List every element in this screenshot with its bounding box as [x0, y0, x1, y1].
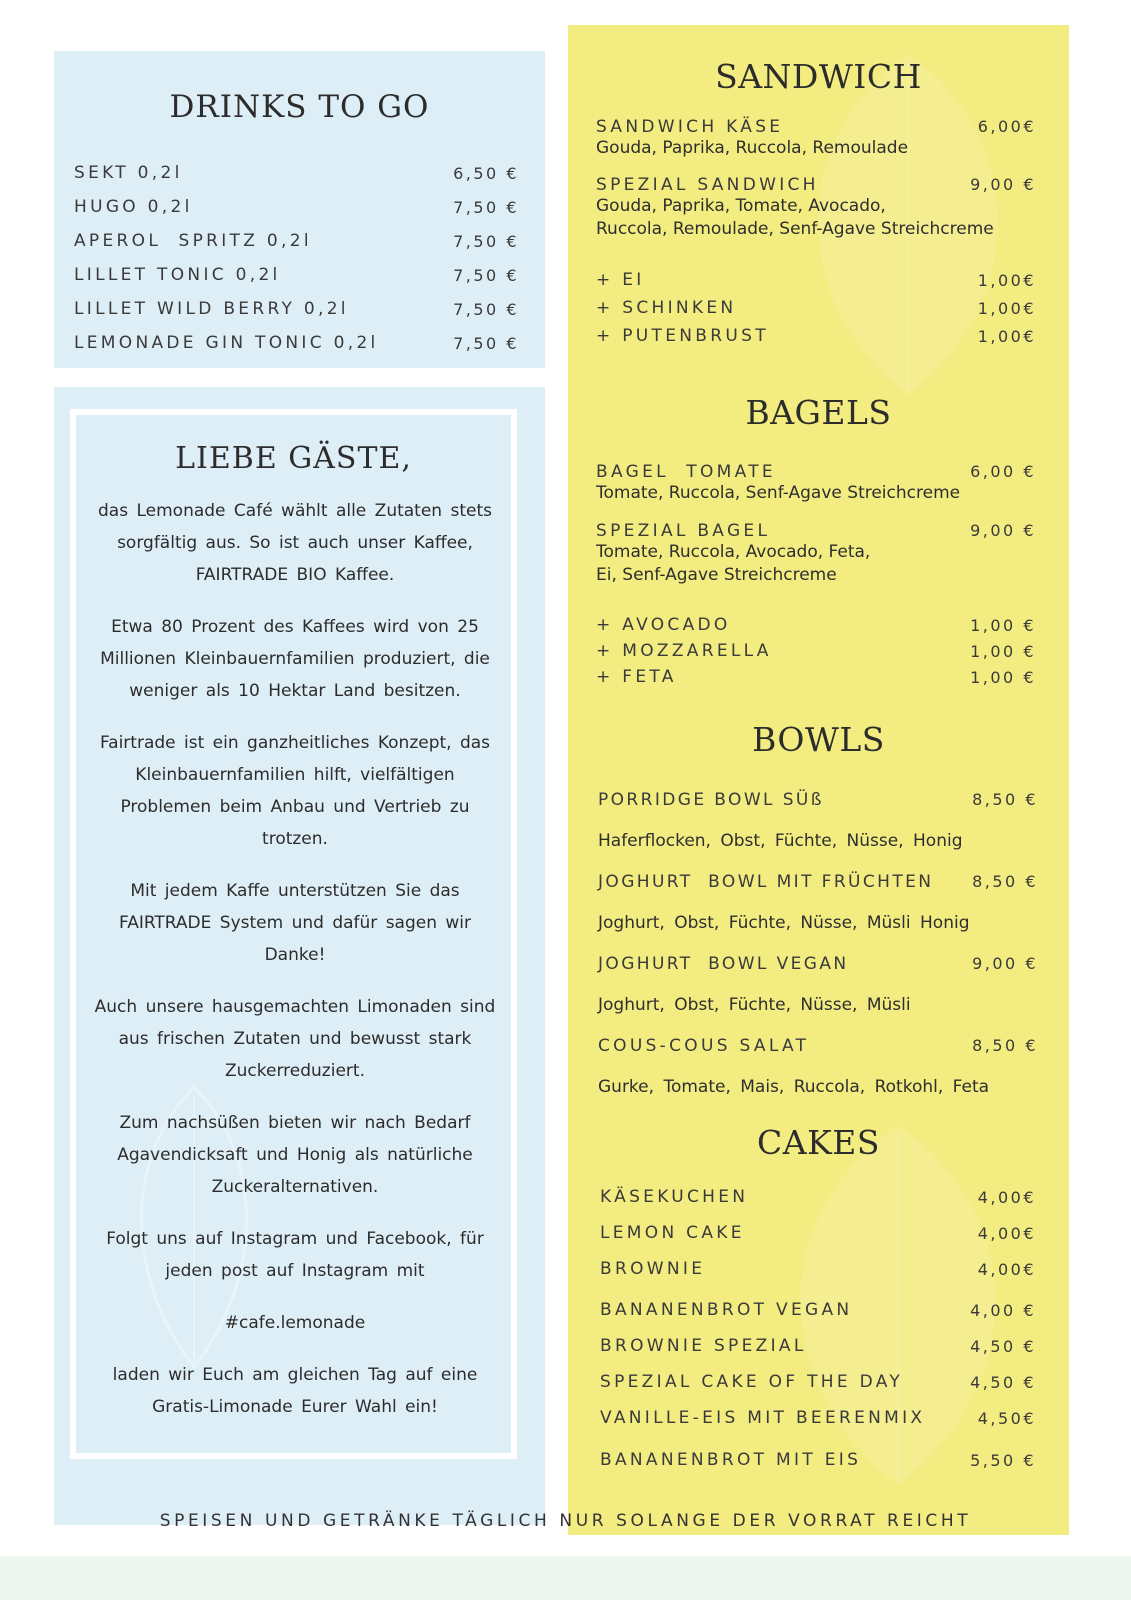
- bagels-title: BAGELS: [745, 393, 892, 432]
- item-name: SPEZIAL BAGEL: [596, 521, 771, 541]
- item-price: 9,00 €: [970, 521, 1036, 540]
- addon-name: + EI: [596, 270, 645, 290]
- bagel-addons: [596, 612, 1036, 690]
- addon-price: 1,00 €: [970, 641, 1036, 661]
- guests-text: [90, 495, 500, 1443]
- item-name: BAGEL TOMATE: [596, 462, 776, 482]
- drink-price: 6,50 €: [453, 163, 519, 183]
- drink-name: HUGO 0,2l: [74, 197, 193, 217]
- bagel-item: [596, 462, 1036, 505]
- item-name: BANANENBROT VEGAN: [600, 1300, 853, 1320]
- addon-name: + SCHINKEN: [596, 298, 737, 318]
- item-name: BROWNIE: [600, 1259, 706, 1279]
- addon-item: [596, 612, 1036, 638]
- item-description: Joghurt, Obst, Füchte, Nüsse, Müsli Honig: [598, 912, 970, 933]
- drink-item: [74, 258, 519, 292]
- guests-paragraph: Etwa 80 Prozent des Kaffees wird von 25 Millionen Kleinbauernfamilien produziert, die weniger als 10 Hektar Land besitzen.: [100, 617, 490, 701]
- guests-paragraph: das Lemonade Café wählt alle Zutaten stets sorgfältig aus. So ist auch unser Kaffee, FAIRTRADE BIO Kaffee.: [98, 501, 492, 585]
- cake-item: [600, 1442, 1036, 1478]
- item-price: 6,00€: [977, 117, 1036, 136]
- item-price: 4,50 €: [970, 1372, 1036, 1392]
- item-price: 9,00 €: [972, 954, 1038, 973]
- item-description: Haferflocken, Obst, Füchte, Nüsse, Honig: [598, 830, 963, 851]
- item-description: Gouda, Paprika, Ruccola, Remoulade: [596, 138, 909, 158]
- guests-paragraph: Mit jedem Kaffe unterstützen Sie das FAIRTRADE System und dafür sagen wir Danke!: [118, 881, 472, 965]
- item-description: Tomate, Ruccola, Avocado, Feta,: [596, 542, 871, 562]
- drink-name: LILLET WILD BERRY 0,2l: [74, 299, 349, 319]
- bowls-title: BOWLS: [752, 720, 885, 759]
- drink-price: 7,50 €: [453, 197, 519, 217]
- cake-item: [600, 1215, 1036, 1251]
- guests-paragraph: Auch unsere hausgemachten Limonaden sind aus frischen Zutaten und bewusst stark Zuckerreduziert.: [94, 997, 496, 1081]
- guests-frame: [70, 409, 517, 1459]
- item-name: BANANENBROT MIT EIS: [600, 1450, 862, 1470]
- item-description: Gouda, Paprika, Tomate, Avocado,: [596, 196, 886, 216]
- drink-name: APEROL SPRITZ 0,2l: [74, 231, 312, 251]
- cakes-list: [600, 1179, 1036, 1478]
- item-name: KÄSEKUCHEN: [600, 1187, 749, 1207]
- guests-paragraph: Zum nachsüßen bieten wir nach Bedarf Agavendicksaft und Honig als natürliche Zuckeralternativen.: [117, 1113, 473, 1197]
- addon-name: + MOZZARELLA: [596, 641, 772, 661]
- drinks-title: DRINKS TO GO: [169, 89, 430, 125]
- addon-price: 1,00 €: [970, 667, 1036, 687]
- bowl-item: [598, 779, 1038, 820]
- guests-paragraph: Fairtrade ist ein ganzheitliches Konzept, das Kleinbauernfamilien hilft, vielfältigen Problemen beim Anbau und Vertrieb zu trotzen.: [99, 733, 491, 849]
- drink-item: [74, 190, 519, 224]
- bowl-description-row: [598, 1066, 1038, 1107]
- bowl-item: [598, 943, 1038, 984]
- bowl-item: [598, 861, 1038, 902]
- item-name: JOGHURT BOWL MIT FRÜCHTEN: [598, 871, 934, 892]
- drink-item: [74, 156, 519, 190]
- item-description: Joghurt, Obst, Füchte, Nüsse, Müsli: [598, 994, 911, 1015]
- item-name: BROWNIE SPEZIAL: [600, 1336, 807, 1356]
- cake-item: [600, 1179, 1036, 1215]
- sandwich-title: SANDWICH: [715, 57, 922, 96]
- cake-item: [600, 1251, 1036, 1287]
- item-description: Gurke, Tomate, Mais, Ruccola, Rotkohl, Feta: [598, 1076, 990, 1097]
- item-price: 4,00€: [977, 1259, 1036, 1279]
- item-price: 8,50 €: [972, 1036, 1038, 1055]
- addon-price: 1,00 €: [970, 615, 1036, 635]
- drink-item: [74, 292, 519, 326]
- item-description: Ruccola, Remoulade, Senf-Agave Streichcreme: [596, 219, 994, 239]
- item-name: JOGHURT BOWL VEGAN: [598, 953, 849, 974]
- drink-price: 7,50 €: [453, 299, 519, 319]
- drink-name: LILLET TONIC 0,2l: [74, 265, 281, 285]
- cake-item: [600, 1328, 1036, 1364]
- bowls-list: [598, 779, 1038, 1107]
- guests-paragraph: laden wir Euch am gleichen Tag auf eine Gratis-Limonade Eurer Wahl ein!: [112, 1365, 478, 1417]
- item-description: Ei, Senf-Agave Streichcreme: [596, 565, 837, 585]
- item-price: 4,00€: [977, 1223, 1036, 1243]
- item-price: 5,50 €: [970, 1450, 1036, 1470]
- addon-name: + FETA: [596, 667, 677, 687]
- item-price: 4,50€: [977, 1408, 1036, 1428]
- instagram-hashtag: #cafe.lemonade: [224, 1313, 366, 1333]
- item-name: VANILLE-EIS MIT BEERENMIX: [600, 1408, 926, 1428]
- bowl-description-row: [598, 820, 1038, 861]
- bagel-item: [596, 521, 1036, 587]
- item-price: 4,00€: [977, 1187, 1036, 1207]
- addon-item: [596, 266, 1036, 294]
- footer-notice: SPEISEN UND GETRÄNKE TÄGLICH NUR SOLANGE DER VORRAT REICHT: [159, 1511, 972, 1531]
- item-name: SANDWICH KÄSE: [596, 117, 784, 137]
- bowl-description-row: [598, 902, 1038, 943]
- guests-panel: [54, 387, 545, 1525]
- item-name: SPEZIAL CAKE OF THE DAY: [600, 1372, 904, 1392]
- bowl-item: [598, 1025, 1038, 1066]
- addon-price: 1,00€: [977, 326, 1036, 346]
- cakes-title: CAKES: [757, 1123, 880, 1162]
- item-price: 4,50 €: [970, 1336, 1036, 1356]
- item-price: 9,00 €: [970, 175, 1036, 194]
- cake-item: [600, 1364, 1036, 1400]
- item-price: 8,50 €: [972, 872, 1038, 891]
- addon-item: [596, 638, 1036, 664]
- item-name: SPEZIAL SANDWICH: [596, 175, 819, 195]
- sandwich-item: [596, 117, 1036, 160]
- item-price: 4,00 €: [970, 1300, 1036, 1320]
- item-name: LEMON CAKE: [600, 1223, 745, 1243]
- drink-item: [74, 224, 519, 258]
- bottom-strip: [0, 1556, 1131, 1600]
- drink-item: [74, 326, 519, 360]
- drink-price: 7,50 €: [453, 231, 519, 251]
- item-name: COUS-COUS SALAT: [598, 1035, 810, 1056]
- item-name: PORRIDGE BOWL SÜß: [598, 789, 824, 810]
- drink-price: 7,50 €: [453, 333, 519, 353]
- cake-item: [600, 1292, 1036, 1328]
- item-price: 6,00 €: [970, 462, 1036, 481]
- addon-item: [596, 294, 1036, 322]
- cake-item: [600, 1400, 1036, 1436]
- sandwich-item: [596, 175, 1036, 241]
- menu-panel: [568, 25, 1069, 1535]
- guests-paragraph: Folgt uns auf Instagram und Facebook, für jeden post auf Instagram mit: [106, 1229, 484, 1281]
- guests-title: LIEBE GÄSTE,: [175, 441, 412, 476]
- addon-item: [596, 322, 1036, 350]
- item-description: Tomate, Ruccola, Senf-Agave Streichcreme: [596, 483, 961, 503]
- sandwich-addons: [596, 266, 1036, 350]
- addon-price: 1,00€: [977, 270, 1036, 290]
- drink-price: 7,50 €: [453, 265, 519, 285]
- addon-item: [596, 664, 1036, 690]
- drinks-panel: [54, 51, 545, 368]
- drink-name: LEMONADE GIN TONIC 0,2l: [74, 333, 379, 353]
- drink-name: SEKT 0,2l: [74, 163, 183, 183]
- bowl-description-row: [598, 984, 1038, 1025]
- addon-price: 1,00€: [977, 298, 1036, 318]
- addon-name: + AVOCADO: [596, 615, 731, 635]
- addon-name: + PUTENBRUST: [596, 326, 769, 346]
- drinks-list: [74, 156, 519, 360]
- item-price: 8,50 €: [972, 790, 1038, 809]
